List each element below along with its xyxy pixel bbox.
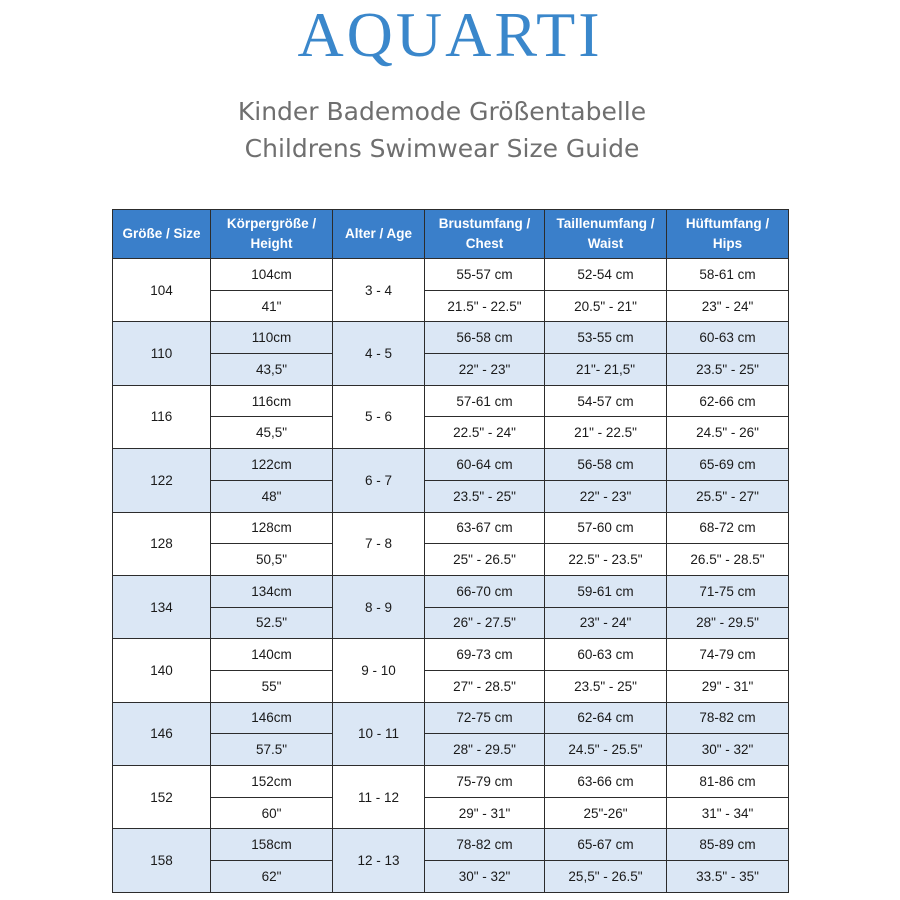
age-cell: 7 - 8 bbox=[333, 512, 425, 575]
chest-in-cell: 21.5" - 22.5" bbox=[425, 290, 545, 322]
age-cell: 9 - 10 bbox=[333, 639, 425, 702]
age-cell: 8 - 9 bbox=[333, 575, 425, 638]
table-row bbox=[113, 702, 789, 734]
size-cell: 134 bbox=[113, 575, 211, 638]
chest-in-cell: 30" - 32" bbox=[425, 861, 545, 893]
height-in-cell: 45,5" bbox=[211, 417, 333, 449]
size-cell: 158 bbox=[113, 829, 211, 892]
height-in-cell: 43,5" bbox=[211, 354, 333, 386]
size-chart-table bbox=[112, 209, 789, 893]
age-cell: 5 - 6 bbox=[333, 385, 425, 448]
waist-in-cell: 23" - 24" bbox=[545, 607, 667, 639]
height-cm-cell: 152cm bbox=[211, 766, 333, 798]
chest-cm-cell: 72-75 cm bbox=[425, 702, 545, 734]
height-in-cell: 57.5" bbox=[211, 734, 333, 766]
height-cm-cell: 122cm bbox=[211, 449, 333, 481]
hips-in-cell: 29" - 31" bbox=[667, 670, 789, 702]
chest-in-cell: 27" - 28.5" bbox=[425, 670, 545, 702]
chest-cm-cell: 57-61 cm bbox=[425, 385, 545, 417]
size-cell: 110 bbox=[113, 322, 211, 385]
hips-in-cell: 31" - 34" bbox=[667, 797, 789, 829]
table-row bbox=[113, 544, 789, 576]
height-cm-cell: 128cm bbox=[211, 512, 333, 544]
chest-cm-cell: 66-70 cm bbox=[425, 575, 545, 607]
hips-in-cell: 30" - 32" bbox=[667, 734, 789, 766]
table-row bbox=[113, 575, 789, 607]
waist-cm-cell: 59-61 cm bbox=[545, 575, 667, 607]
header-size: Größe / Size bbox=[113, 210, 211, 259]
header-height: Körpergröße / Height bbox=[211, 210, 333, 259]
height-cm-cell: 110cm bbox=[211, 322, 333, 354]
title-german: Kinder Bademode Größentabelle bbox=[237, 97, 647, 126]
table-row bbox=[113, 290, 789, 322]
size-cell: 140 bbox=[113, 639, 211, 702]
size-cell: 116 bbox=[113, 385, 211, 448]
table-row bbox=[113, 417, 789, 449]
height-cm-cell: 134cm bbox=[211, 575, 333, 607]
table-row bbox=[113, 797, 789, 829]
header-age: Alter / Age bbox=[333, 210, 425, 259]
chest-in-cell: 22.5" - 24" bbox=[425, 417, 545, 449]
height-in-cell: 55" bbox=[211, 670, 333, 702]
hips-cm-cell: 71-75 cm bbox=[667, 575, 789, 607]
table-row bbox=[113, 734, 789, 766]
waist-cm-cell: 57-60 cm bbox=[545, 512, 667, 544]
hips-in-cell: 28" - 29.5" bbox=[667, 607, 789, 639]
header-waist: Taillenumfang / Waist bbox=[545, 210, 667, 259]
waist-cm-cell: 65-67 cm bbox=[545, 829, 667, 861]
height-in-cell: 60" bbox=[211, 797, 333, 829]
size-cell: 146 bbox=[113, 702, 211, 765]
hips-cm-cell: 81-86 cm bbox=[667, 766, 789, 798]
size-cell: 104 bbox=[113, 259, 211, 322]
age-cell: 4 - 5 bbox=[333, 322, 425, 385]
table-header-row bbox=[113, 210, 789, 259]
hips-cm-cell: 85-89 cm bbox=[667, 829, 789, 861]
header-hips: Hüftumfang / Hips bbox=[667, 210, 789, 259]
hips-in-cell: 25.5" - 27" bbox=[667, 480, 789, 512]
hips-in-cell: 33.5" - 35" bbox=[667, 861, 789, 893]
hips-in-cell: 23" - 24" bbox=[667, 290, 789, 322]
height-cm-cell: 140cm bbox=[211, 639, 333, 671]
size-cell: 122 bbox=[113, 449, 211, 512]
table-row bbox=[113, 322, 789, 354]
table-row bbox=[113, 639, 789, 671]
height-cm-cell: 146cm bbox=[211, 702, 333, 734]
chest-cm-cell: 63-67 cm bbox=[425, 512, 545, 544]
age-cell: 12 - 13 bbox=[333, 829, 425, 892]
waist-cm-cell: 63-66 cm bbox=[545, 766, 667, 798]
title-english: Childrens Swimwear Size Guide bbox=[244, 134, 640, 163]
waist-in-cell: 25"-26" bbox=[545, 797, 667, 829]
hips-cm-cell: 74-79 cm bbox=[667, 639, 789, 671]
chest-in-cell: 23.5" - 25" bbox=[425, 480, 545, 512]
waist-in-cell: 21" - 22.5" bbox=[545, 417, 667, 449]
waist-in-cell: 22" - 23" bbox=[545, 480, 667, 512]
height-in-cell: 48" bbox=[211, 480, 333, 512]
table-row bbox=[113, 259, 789, 291]
chest-cm-cell: 56-58 cm bbox=[425, 322, 545, 354]
age-cell: 10 - 11 bbox=[333, 702, 425, 765]
waist-in-cell: 25,5" - 26.5" bbox=[545, 861, 667, 893]
waist-in-cell: 20.5" - 21" bbox=[545, 290, 667, 322]
waist-in-cell: 21"- 21,5" bbox=[545, 354, 667, 386]
hips-in-cell: 23.5" - 25" bbox=[667, 354, 789, 386]
table-row bbox=[113, 512, 789, 544]
height-cm-cell: 104cm bbox=[211, 259, 333, 291]
hips-cm-cell: 62-66 cm bbox=[667, 385, 789, 417]
height-in-cell: 52.5" bbox=[211, 607, 333, 639]
hips-cm-cell: 65-69 cm bbox=[667, 449, 789, 481]
table-row bbox=[113, 766, 789, 798]
waist-in-cell: 23.5" - 25" bbox=[545, 670, 667, 702]
chest-cm-cell: 55-57 cm bbox=[425, 259, 545, 291]
hips-cm-cell: 68-72 cm bbox=[667, 512, 789, 544]
header-chest: Brustumfang / Chest bbox=[425, 210, 545, 259]
chest-in-cell: 26" - 27.5" bbox=[425, 607, 545, 639]
chest-in-cell: 22" - 23" bbox=[425, 354, 545, 386]
waist-in-cell: 22.5" - 23.5" bbox=[545, 544, 667, 576]
waist-cm-cell: 62-64 cm bbox=[545, 702, 667, 734]
hips-in-cell: 26.5" - 28.5" bbox=[667, 544, 789, 576]
hips-cm-cell: 58-61 cm bbox=[667, 259, 789, 291]
age-cell: 3 - 4 bbox=[333, 259, 425, 322]
waist-cm-cell: 52-54 cm bbox=[545, 259, 667, 291]
chest-in-cell: 25" - 26.5" bbox=[425, 544, 545, 576]
waist-cm-cell: 56-58 cm bbox=[545, 449, 667, 481]
height-cm-cell: 116cm bbox=[211, 385, 333, 417]
age-cell: 6 - 7 bbox=[333, 449, 425, 512]
chest-in-cell: 29" - 31" bbox=[425, 797, 545, 829]
table-row bbox=[113, 607, 789, 639]
height-in-cell: 62" bbox=[211, 861, 333, 893]
table-row bbox=[113, 861, 789, 893]
size-cell: 152 bbox=[113, 766, 211, 829]
height-in-cell: 50,5" bbox=[211, 544, 333, 576]
table-row bbox=[113, 480, 789, 512]
brand-logo: AQUARTI bbox=[297, 0, 603, 70]
chest-cm-cell: 78-82 cm bbox=[425, 829, 545, 861]
table-row bbox=[113, 354, 789, 386]
size-cell: 128 bbox=[113, 512, 211, 575]
table-row bbox=[113, 829, 789, 861]
chest-in-cell: 28" - 29.5" bbox=[425, 734, 545, 766]
table-row bbox=[113, 449, 789, 481]
hips-in-cell: 24.5" - 26" bbox=[667, 417, 789, 449]
hips-cm-cell: 60-63 cm bbox=[667, 322, 789, 354]
chest-cm-cell: 69-73 cm bbox=[425, 639, 545, 671]
hips-cm-cell: 78-82 cm bbox=[667, 702, 789, 734]
waist-cm-cell: 54-57 cm bbox=[545, 385, 667, 417]
height-cm-cell: 158cm bbox=[211, 829, 333, 861]
table-row bbox=[113, 385, 789, 417]
age-cell: 11 - 12 bbox=[333, 766, 425, 829]
waist-cm-cell: 53-55 cm bbox=[545, 322, 667, 354]
chest-cm-cell: 60-64 cm bbox=[425, 449, 545, 481]
table-row bbox=[113, 670, 789, 702]
chest-cm-cell: 75-79 cm bbox=[425, 766, 545, 798]
waist-cm-cell: 60-63 cm bbox=[545, 639, 667, 671]
waist-in-cell: 24.5" - 25.5" bbox=[545, 734, 667, 766]
height-in-cell: 41" bbox=[211, 290, 333, 322]
